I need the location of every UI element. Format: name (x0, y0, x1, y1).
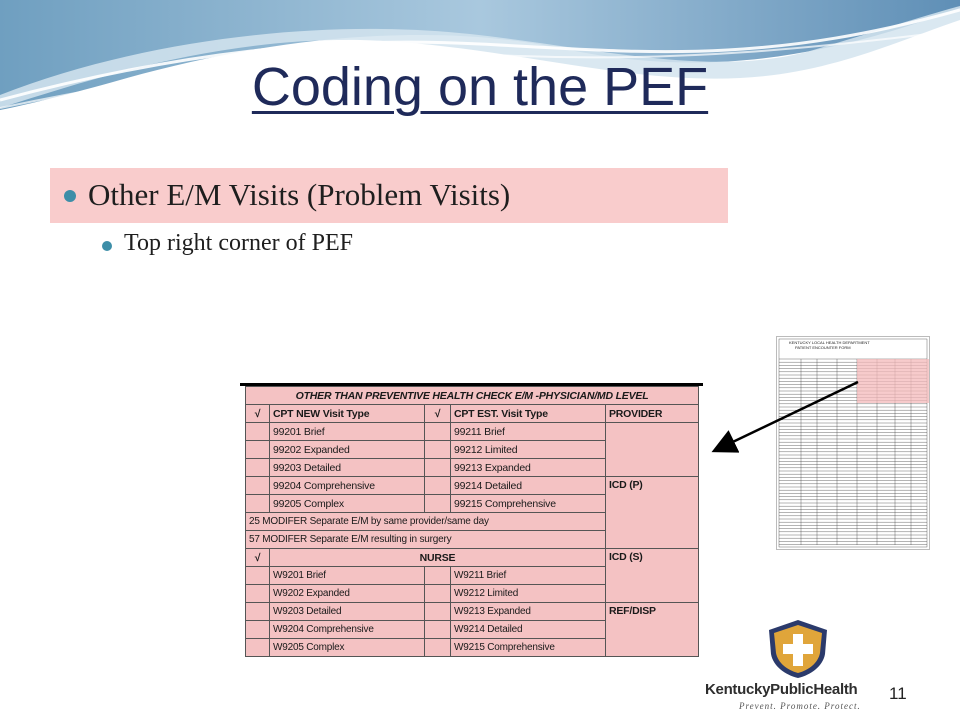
modifier-57: 57 MODIFER Separate E/M resulting in surgery (246, 531, 606, 549)
cpt-new-cell: 99202 Expanded (270, 441, 425, 459)
cpt-est-cell: 99215 Comprehensive (451, 495, 606, 513)
check-cell (425, 639, 451, 657)
cpt-new-cell: 99203 Detailed (270, 459, 425, 477)
check-cell (425, 585, 451, 603)
table-row (246, 603, 699, 621)
check-cell (246, 477, 270, 495)
logo-name: KentuckyPublicHealth (705, 681, 858, 698)
check-cell (246, 441, 270, 459)
nurse-new-cell: W9203 Detailed (270, 603, 425, 621)
cpt-new-cell: 99205 Complex (270, 495, 425, 513)
table-row (246, 387, 699, 405)
main-bullet-text: Other E/M Visits (Problem Visits) (88, 177, 511, 212)
table-row (246, 405, 699, 423)
bullet-dot (102, 241, 112, 251)
check-cell (246, 639, 270, 657)
nurse-est-cell: W9214 Detailed (451, 621, 606, 639)
slide-title: Coding on the PEF (251, 57, 709, 117)
check-cell (425, 495, 451, 513)
nurse-est-cell: W9212 Limited (451, 585, 606, 603)
check-cell (246, 621, 270, 639)
provider-header: PROVIDER (606, 405, 699, 423)
thumbnail-subtitle: PATIENT ENCOUNTER FORM (795, 345, 851, 350)
nurse-new-cell: W9201 Brief (270, 567, 425, 585)
check-cell (425, 621, 451, 639)
bullet-dot (64, 190, 76, 202)
main-bullet (50, 168, 728, 223)
check-cell (425, 603, 451, 621)
form-header: OTHER THAN PREVENTIVE HEALTH CHECK E/M -PHYSICIAN/MD LEVEL (246, 387, 699, 405)
provider-cell (606, 423, 699, 477)
check-cell (425, 477, 451, 495)
nurse-est-cell: W9213 Expanded (451, 603, 606, 621)
ref-disp-cell: REF/DISP (606, 603, 699, 657)
table-row (246, 477, 699, 495)
check-cell (246, 459, 270, 477)
nurse-header: NURSE (270, 549, 606, 567)
check-cell (246, 567, 270, 585)
check-cell (246, 495, 270, 513)
pointer-arrow (700, 370, 870, 460)
cpt-est-cell: 99214 Detailed (451, 477, 606, 495)
cpt-est-header: CPT EST. Visit Type (451, 405, 606, 423)
check-cell (425, 567, 451, 585)
check-cell (425, 459, 451, 477)
shield-cross-icon (765, 618, 831, 680)
cpt-new-cell: 99204 Comprehensive (270, 477, 425, 495)
check-column-header: √ (246, 405, 270, 423)
check-cell (246, 585, 270, 603)
pef-form-excerpt (240, 383, 703, 658)
nurse-est-cell: W9211 Brief (451, 567, 606, 585)
nurse-new-cell: W9204 Comprehensive (270, 621, 425, 639)
icd-primary-cell: ICD (P) (606, 477, 699, 549)
cpt-est-cell: 99211 Brief (451, 423, 606, 441)
sub-bullet-text: Top right corner of PEF (124, 230, 353, 256)
check-cell (246, 423, 270, 441)
thumbnail-title: KENTUCKY LOCAL HEALTH DEPARTMENT (789, 340, 870, 345)
pef-table (245, 386, 699, 657)
check-cell (425, 423, 451, 441)
cpt-new-header: CPT NEW Visit Type (270, 405, 425, 423)
nurse-new-cell: W9202 Expanded (270, 585, 425, 603)
cpt-est-cell: 99212 Limited (451, 441, 606, 459)
check-column-header: √ (246, 549, 270, 567)
check-cell (425, 441, 451, 459)
nurse-new-cell: W9205 Complex (270, 639, 425, 657)
icd-secondary-cell: ICD (S) (606, 549, 699, 603)
cpt-new-cell: 99201 Brief (270, 423, 425, 441)
check-column-header: √ (425, 405, 451, 423)
logo-tagline: Prevent. Promote. Protect. (739, 701, 861, 711)
check-cell (246, 603, 270, 621)
page-number: 11 (889, 684, 907, 703)
table-row (246, 423, 699, 441)
table-row (246, 549, 699, 567)
nurse-est-cell: W9215 Comprehensive (451, 639, 606, 657)
kentucky-public-health-logo (705, 618, 905, 718)
cpt-est-cell: 99213 Expanded (451, 459, 606, 477)
modifier-25: 25 MODIFER Separate E/M by same provider/same day (246, 513, 606, 531)
